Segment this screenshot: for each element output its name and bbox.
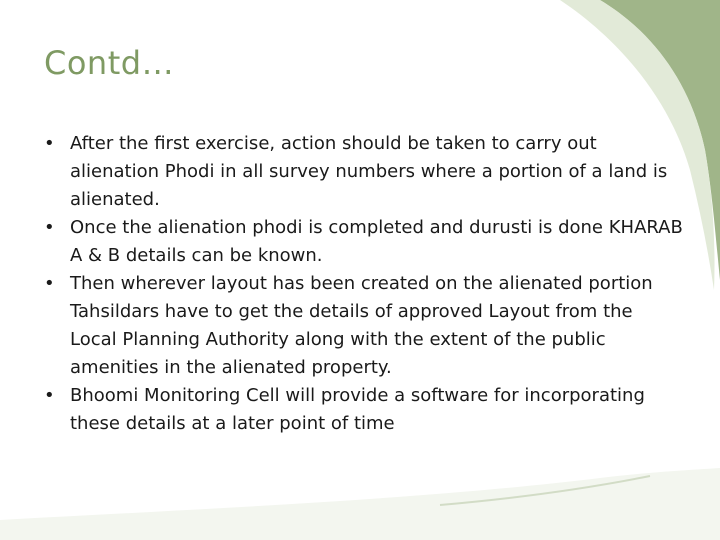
bullet-text: Bhoomi Monitoring Cell will provide a software for incorporating these details at a later point of time — [70, 385, 645, 434]
bullet-icon: • — [44, 217, 55, 238]
bullet-icon: • — [44, 133, 55, 154]
bullet-item — [44, 382, 684, 438]
bullet-item — [44, 130, 684, 214]
slide-title: Contd… — [44, 44, 175, 82]
bottom-swoosh — [0, 468, 720, 540]
bullet-icon: • — [44, 273, 55, 294]
bullet-text: After the first exercise, action should be taken to carry out alienation Phodi in all survey numbers where a portion of a land is alienated. — [70, 133, 668, 210]
bullet-list — [44, 130, 684, 438]
bullet-text: Then wherever layout has been created on the alienated portion Tahsildars have to get the details of approved Layout from the Local Planning Authority along with the extent of the public amenities in the alienated property. — [70, 273, 653, 378]
bullet-text: Once the alienation phodi is completed and durusti is done KHARAB A & B details can be known. — [70, 217, 683, 266]
bullet-item — [44, 270, 684, 382]
bullet-icon: • — [44, 385, 55, 406]
bullet-item — [44, 214, 684, 270]
